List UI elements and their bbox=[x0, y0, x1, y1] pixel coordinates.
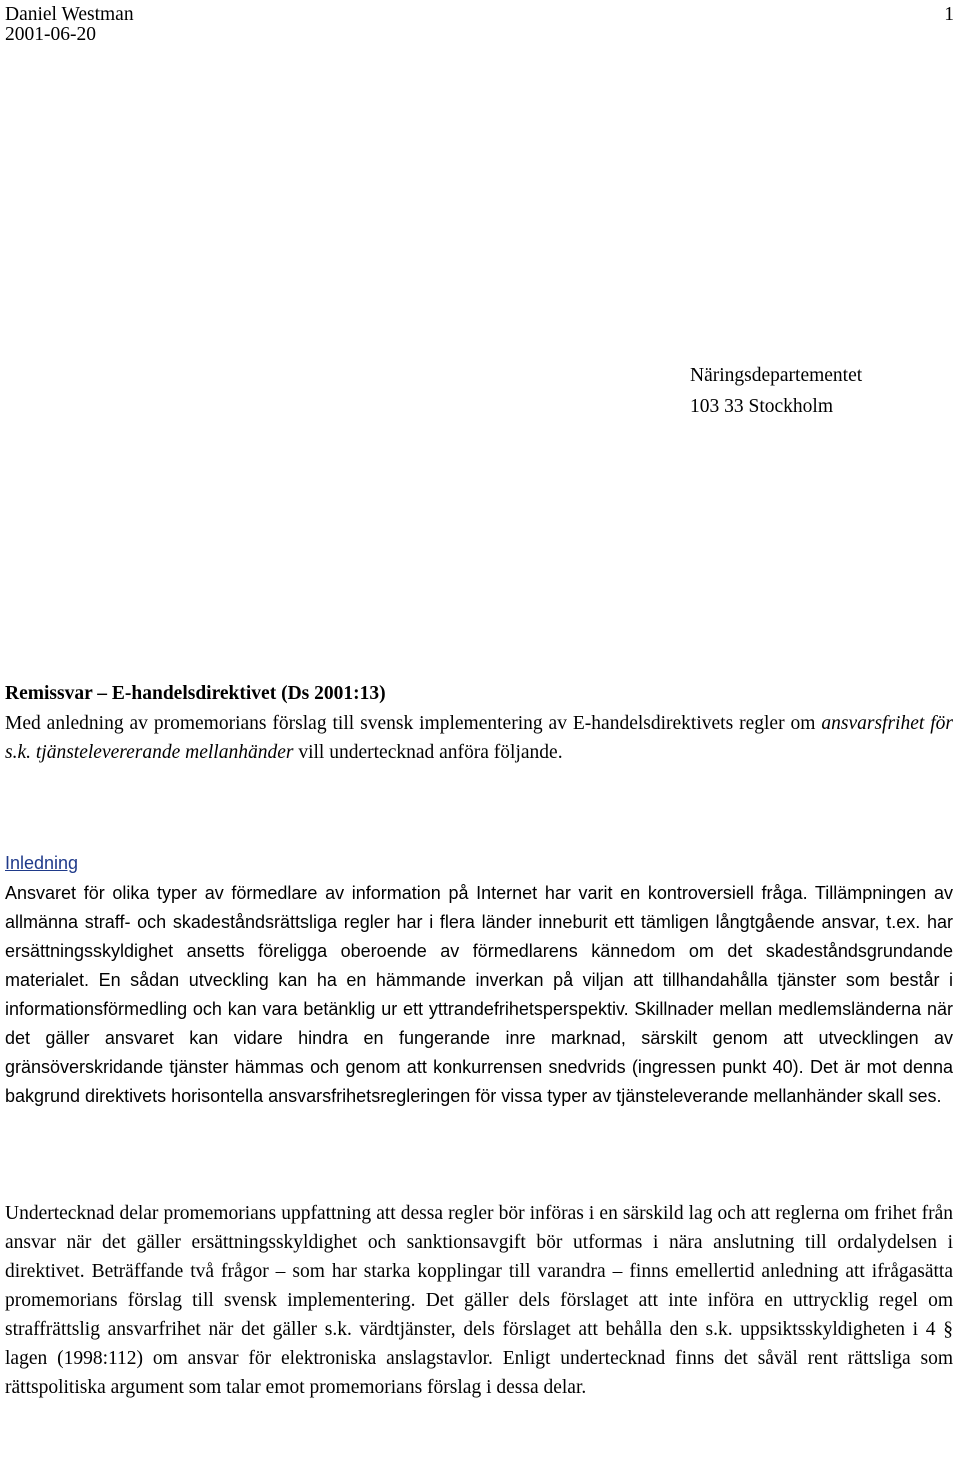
recipient-line-2: 103 33 Stockholm bbox=[690, 396, 834, 417]
intro-italic-text: ansvarsfrihet för s.k. tjänstelevererande mellanhänder bbox=[5, 713, 953, 763]
section-heading: Inledning bbox=[5, 853, 79, 873]
page-number: 1 bbox=[944, 4, 954, 25]
body-paragraph-2: Undertecknad delar promemorians uppfattning att dessa regler bör införas i en särskild lag och att reglerna om frihet från ansvar när det gäller ersättningsskyldighet och sanktionsavgift bör utformas i nära anslutning till ordalydelsen i direktivet. Beträffande två frågor – som har starka kopplingar till varandra – finns emellertid anledning att ifrågasätta promemorians förslag till svensk implementering. Det gäller dels förslaget att inte införa en uttrycklig regel om straffrättslig ansvarfrihet när det gäller s.k. värdtjänster, dels förslaget att behålla den s.k. uppsiktsskyldigheten i 4 § lagen (1998:112) om ansvar för elektroniska anslagstavlor. Enligt undertecknad finns det såväl rent rättsliga som rättspolitiska argument som talar emot promemorians förslag i dessa delar. bbox=[5, 1203, 953, 1398]
body-paragraph-1: Ansvaret för olika typer av förmedlare av information på Internet har varit en kontroversiell fråga. Tillämpningen av allmänna straff- och skadeståndsrättsliga regler har i flera länder inneburit ett tämligen långtgående ansvar, t.ex. har ersättningsskyldighet ansetts föreligga oberoende av förmedlarens kännedom om det skadeståndsgrundande materialet. En sådan utveckling kan ha en hämmande inverkan på viljan att tillhandahålla tjänster som består i informationsförmedling och kan vara betänklig ur ett yttrandefrihetsperspektiv. Skillnader mellan medlemsländerna när det gäller ansvaret kan vidare hindra en fungerande inre marknad, särskilt genom att utvecklingen av gränsöverskridande tjänster hämmas och genom att konkurrensen snedvrids (ingressen punkt 40). Det är mot denna bakgrund direktivets horisontella ansvarsfrihetsregleringen för vissa typer av tjänsteleverande mellanhänder skall ses. bbox=[5, 883, 953, 1106]
intro-text-1: Med anledning av promemorians förslag till svensk implementering av E-handelsdirektivets regler om bbox=[5, 713, 822, 734]
author-name: Daniel Westman bbox=[5, 4, 134, 25]
intro-paragraph bbox=[5, 709, 953, 767]
document-date: 2001-06-20 bbox=[5, 24, 96, 45]
recipient-line-1: Näringsdepartementet bbox=[690, 365, 863, 386]
recipient-address bbox=[690, 360, 862, 422]
intro-text-2: vill undertecknad anföra följande. bbox=[293, 742, 563, 763]
document-title: Remissvar – E-handelsdirektivet (Ds 2001:13) bbox=[5, 683, 386, 704]
